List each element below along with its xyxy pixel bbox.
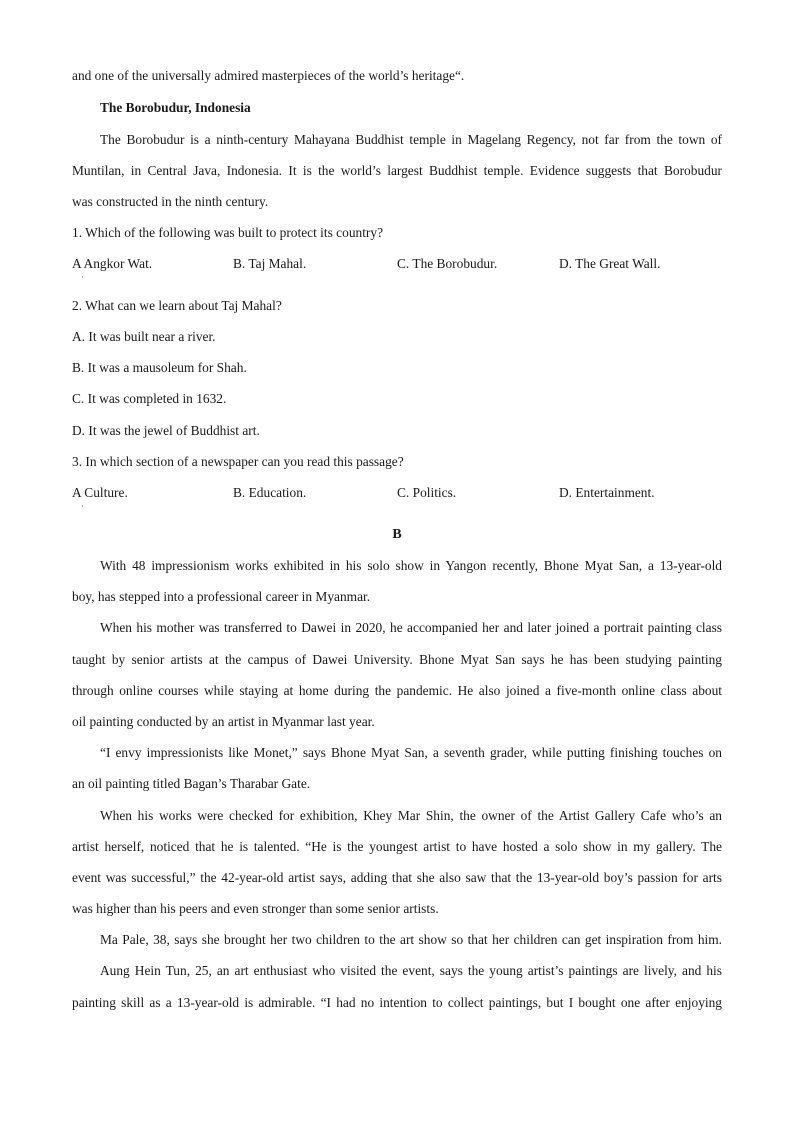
section-b-title: B: [392, 527, 402, 542]
section-b-line: “I envy impressionists like Monet,” says Bhone Myat San, a seventh grader, while putting finishing touches on: [100, 745, 722, 760]
question-2-option-c: C. It was completed in 1632.: [72, 391, 227, 406]
borobudur-paragraph-line: Muntilan, in Central Java, Indonesia. It is the world’s largest Buddhist temple. Evidence suggests that Borobudur: [72, 163, 722, 178]
section-b-line: artist herself, noticed that he is talented. “He is the youngest artist to have hosted a solo show in my gallery. The: [72, 839, 722, 854]
section-b-line: When his works were checked for exhibition, Khey Mar Shin, the owner of the Artist Gallery Cafe who’s an: [100, 808, 722, 823]
question-3-stem: 3. In which section of a newspaper can you read this passage?: [72, 454, 404, 469]
question-1-stem: 1. Which of the following was built to protect its country?: [72, 225, 384, 240]
question-3-option-a: A Culture.: [72, 485, 128, 500]
section-b-line: Ma Pale, 38, says she brought her two children to the art show so that her children can get inspiration from him.: [100, 932, 722, 947]
section-b-line: an oil painting titled Bagan’s Tharabar Gate.: [72, 776, 311, 791]
question-2-stem: 2. What can we learn about Taj Mahal?: [72, 298, 282, 313]
section-b-line: oil painting conducted by an artist in Myanmar last year.: [72, 714, 375, 729]
section-b-line: taught by senior artists at the campus of Dawei University. Bhone Myat San says he has been studying painting: [72, 652, 722, 667]
question-3-option-d: D. Entertainment.: [559, 485, 655, 500]
question-1-option-c: C. The Borobudur.: [397, 256, 498, 271]
stray-dot-mark: ·: [81, 272, 84, 282]
section-b-line: through online courses while staying at home during the pandemic. He also joined a five-month online class about: [72, 683, 722, 698]
question-1-option-a: A Angkor Wat.: [72, 256, 153, 271]
question-1-option-d: D. The Great Wall.: [559, 256, 661, 271]
section-b-line: was higher than his peers and even stronger than some senior artists.: [72, 901, 439, 916]
section-b-line: Aung Hein Tun, 25, an art enthusiast who visited the event, says the young artist’s paintings are lively, and his: [100, 963, 722, 978]
question-3-option-b: B. Education.: [233, 485, 307, 500]
section-b-line: event was successful,” the 42-year-old artist says, adding that she also saw that the 13-year-old boy’s passion for arts: [72, 870, 722, 885]
section-b-line: With 48 impressionism works exhibited in his solo show in Yangon recently, Bhone Myat San, a 13-year-old: [100, 558, 722, 573]
question-2-option-d: D. It was the jewel of Buddhist art.: [72, 423, 260, 438]
section-b-line: painting skill as a 13-year-old is admirable. “I had no intention to collect paintings, but I bought one after enjoying: [72, 995, 722, 1010]
question-2-option-b: B. It was a mausoleum for Shah.: [72, 360, 247, 375]
question-3-option-c: C. Politics.: [397, 485, 457, 500]
stray-dot-mark: ·: [81, 501, 84, 511]
borobudur-heading: The Borobudur, Indonesia: [100, 100, 251, 115]
question-1-option-b: B. Taj Mahal.: [233, 256, 307, 271]
borobudur-paragraph-line: The Borobudur is a ninth-century Mahayana Buddhist temple in Magelang Regency, not far from the town of: [100, 132, 722, 147]
passage-a-closing-line: and one of the universally admired masterpieces of the world’s heritage“.: [72, 68, 465, 83]
borobudur-paragraph-line: was constructed in the ninth century.: [72, 194, 269, 209]
question-2-option-a: A. It was built near a river.: [72, 329, 216, 344]
section-b-line: boy, has stepped into a professional career in Myanmar.: [72, 589, 371, 604]
section-b-line: When his mother was transferred to Dawei in 2020, he accompanied her and later joined a portrait painting class: [100, 620, 722, 635]
